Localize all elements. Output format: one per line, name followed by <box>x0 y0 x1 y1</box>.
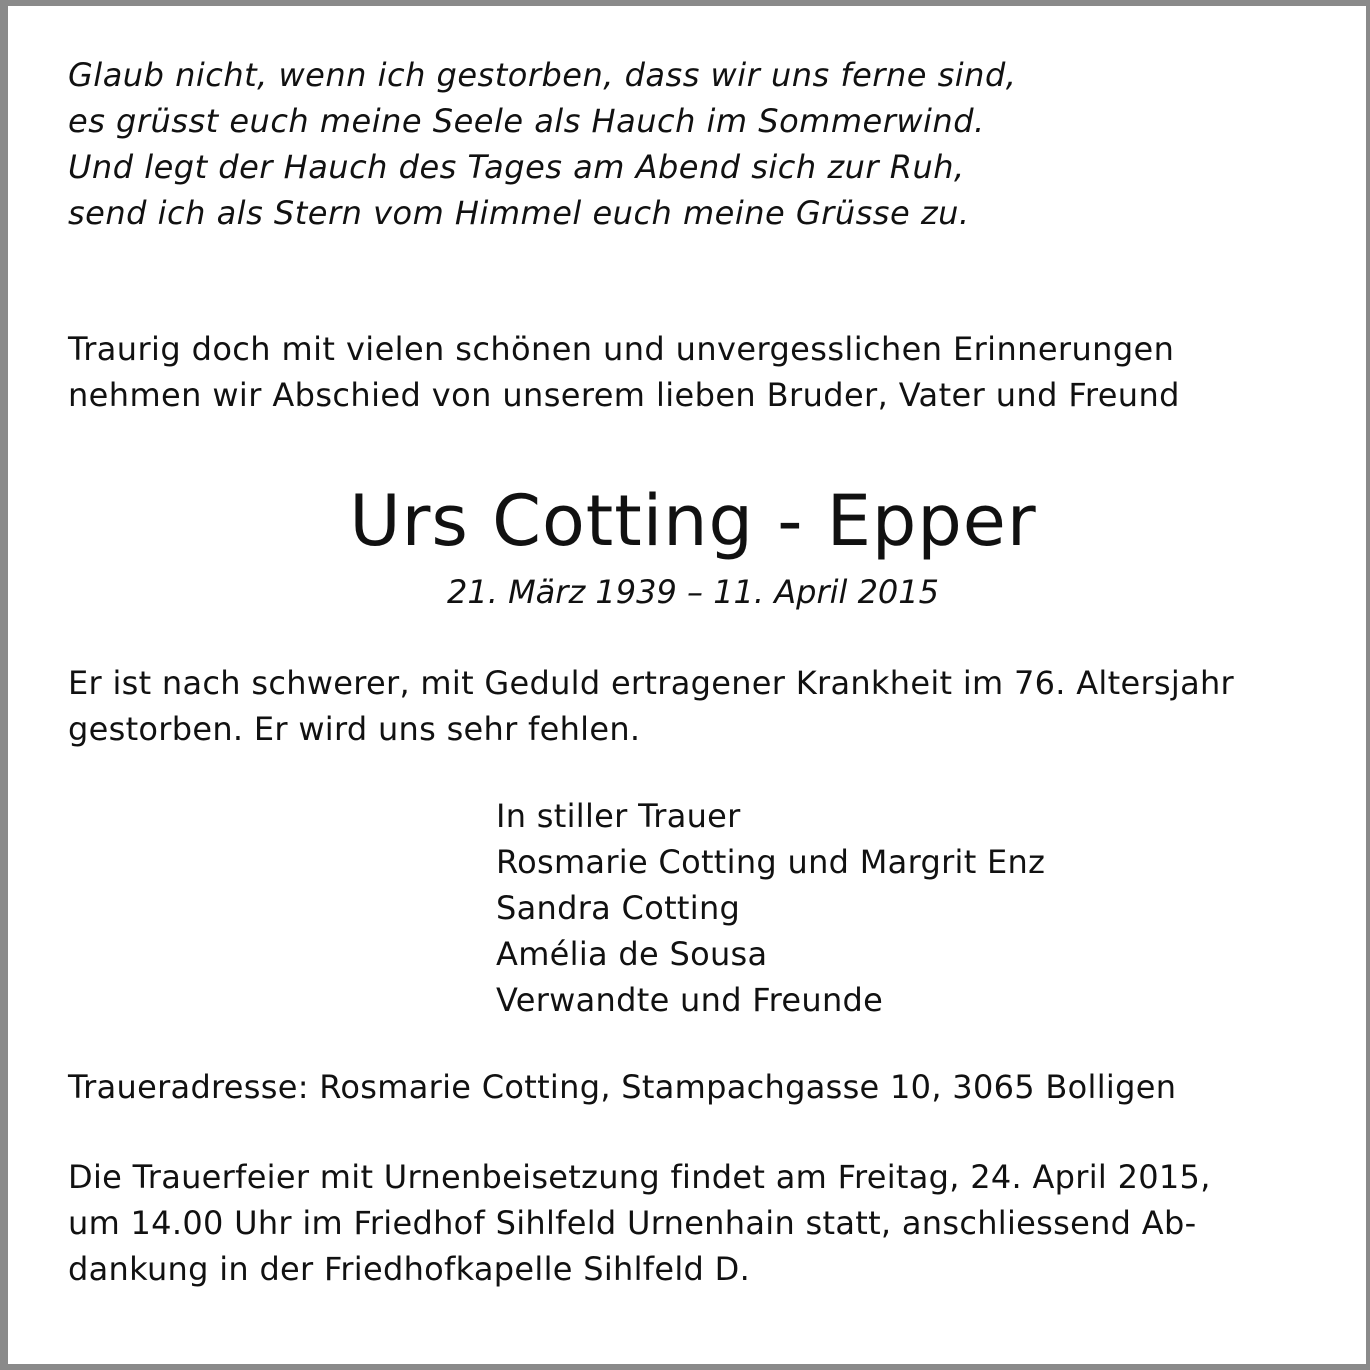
poem-line: Glaub nicht, wenn ich gestorben, dass wir uns ferne sind, <box>68 56 1017 94</box>
mourner-name: Rosmarie Cotting und Margrit Enz <box>496 843 1046 881</box>
ceremony-line: um 14.00 Uhr im Friedhof Sihlfeld Urnenhain statt, anschliessend Ab- <box>68 1204 1197 1242</box>
deceased-name: Urs Cotting - Epper <box>349 480 1037 562</box>
mourners-heading: In stiller Trauer <box>496 797 741 835</box>
intro-line: nehmen wir Abschied von unserem lieben Bruder, Vater und Freund <box>68 376 1180 414</box>
illness-line: Er ist nach schwerer, mit Geduld ertragener Krankheit im 76. Altersjahr <box>68 664 1235 702</box>
ceremony-text <box>68 1154 1211 1292</box>
poem-line: send ich als Stern vom Himmel euch meine Grüsse zu. <box>68 194 970 232</box>
mourners-list <box>496 793 1045 1023</box>
life-dates: 21. März 1939 – 11. April 2015 <box>447 573 939 611</box>
intro-text <box>68 326 1180 418</box>
mourner-name: Amélia de Sousa <box>496 935 768 973</box>
mourning-address: Traueradresse: Rosmarie Cotting, Stampachgasse 10, 3065 Bolligen <box>68 1068 1177 1106</box>
illness-line: gestorben. Er wird uns sehr fehlen. <box>68 710 641 748</box>
illness-text <box>68 660 1234 752</box>
poem-line: Und legt der Hauch des Tages am Abend sich zur Ruh, <box>68 148 965 186</box>
poem <box>68 52 1016 236</box>
mourner-name: Verwandte und Freunde <box>496 981 884 1019</box>
ceremony-line: dankung in der Friedhofkapelle Sihlfeld D. <box>68 1250 751 1288</box>
mourner-name: Sandra Cotting <box>496 889 741 927</box>
intro-line: Traurig doch mit vielen schönen und unvergesslichen Erinnerungen <box>68 330 1175 368</box>
ceremony-line: Die Trauerfeier mit Urnenbeisetzung findet am Freitag, 24. April 2015, <box>68 1158 1211 1196</box>
poem-line: es grüsst euch meine Seele als Hauch im Sommerwind. <box>68 102 985 140</box>
